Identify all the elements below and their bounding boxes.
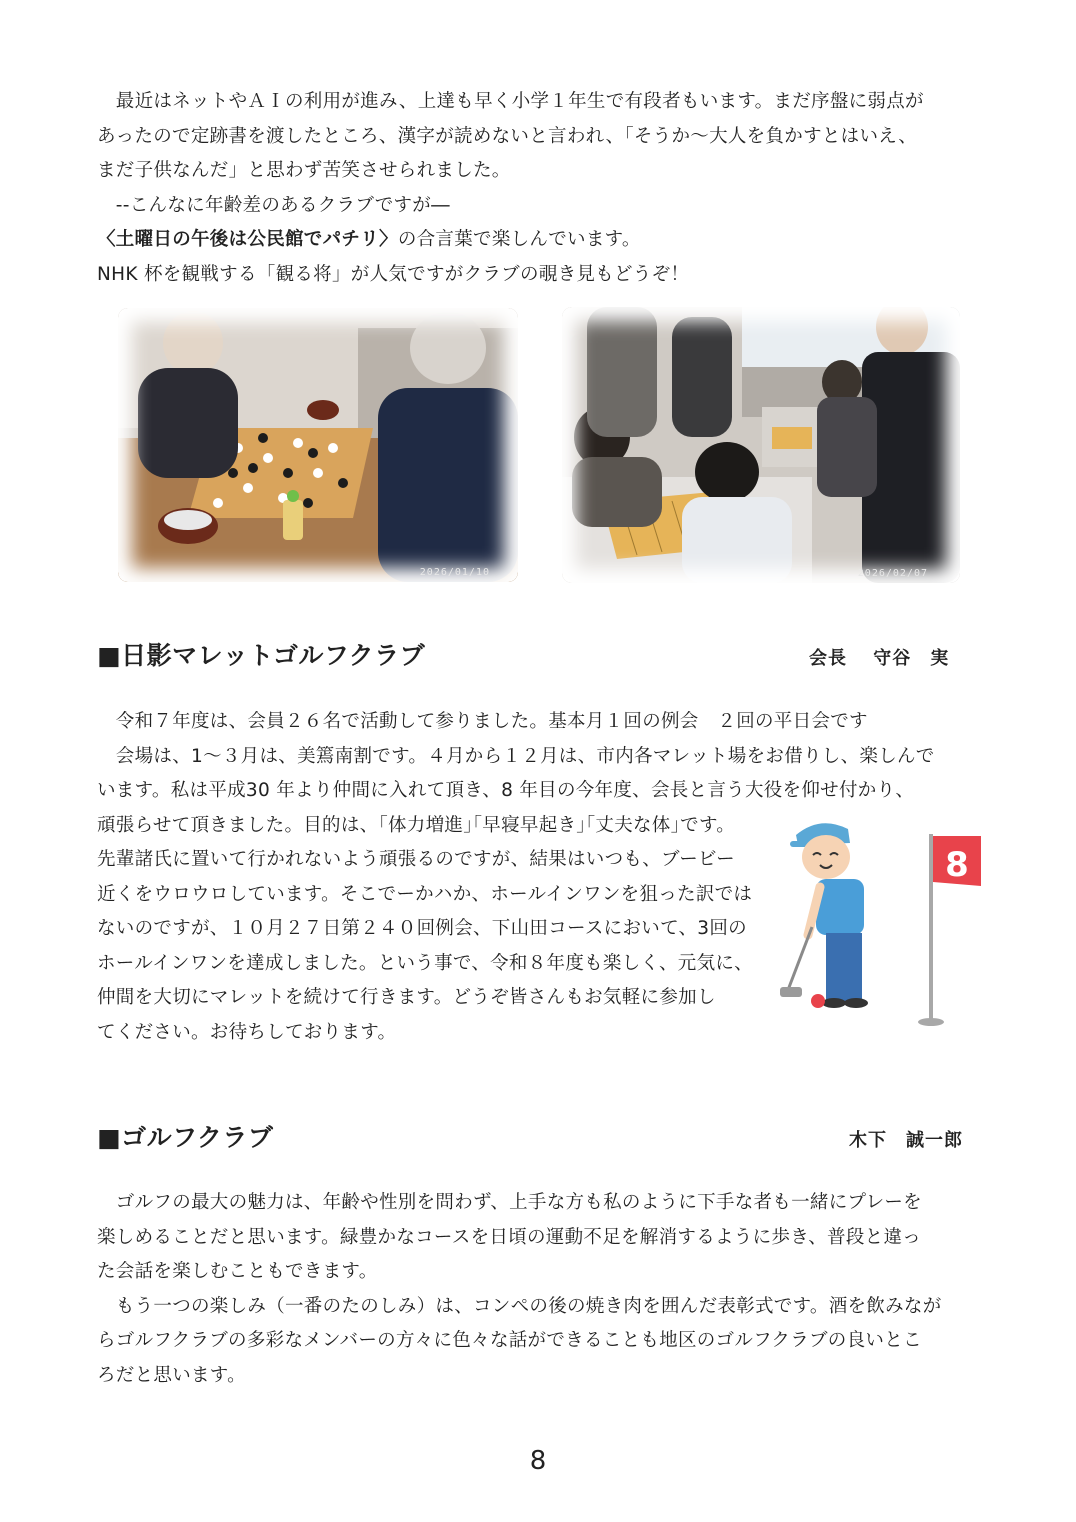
text-line: もう一つの楽しみ（一番のたのしみ）は、コンペの後の焼き肉を囲んだ表彰式です。酒を飲みなが <box>97 1295 942 1317</box>
text-line: まだ子供なんだ」と思わず苦笑させられました。 <box>97 160 511 181</box>
photo-date: 2026/02/07 <box>857 568 928 579</box>
text-line: 楽しめることだと思います。緑豊かなコースを日頃の運動不足を解消するように歩き、普段と違っ <box>97 1226 922 1248</box>
text-line: 先輩諸氏に置いて行かれないよう頑張るのですが、結果はいつも、ブービー <box>97 849 735 870</box>
hole-flag-icon <box>915 830 987 1030</box>
flag-number: 8 <box>945 845 969 885</box>
text-line: あったので定跡書を渡したところ、漢字が読めないと言われ、「そうか～大人を負かすとはいえ、 <box>97 125 917 147</box>
text-line: 会場は、1～３月は、美篶南割です。４月から１２月は、市内各マレット場をお借りし、楽しんで <box>97 745 935 767</box>
motto-line <box>97 223 987 258</box>
text-line: ろだと思います。 <box>97 1364 246 1386</box>
text-line: NHK 杯を観戦する「観る将」が人気ですがクラブの覗き見もどうぞ！ <box>97 263 690 285</box>
text-line: ゴルフの最大の魅力は、年齢や性別を問わず、上手な方も私のように下手な者も一緒にプレーを <box>97 1192 922 1213</box>
text-line: 最近はネットやＡＩの利用が進み、上達も早く小学１年生で有段者もいます。まだ序盤に弱点が <box>97 91 924 112</box>
golf-paragraph <box>97 1186 987 1393</box>
mallet-section-heading: ■日影マレットゴルフクラブ <box>97 641 426 670</box>
motto-rest: の合言葉で楽しんでいます。 <box>397 229 641 250</box>
text-line: ないのですが、１０月２７日第２４０回例会、下山田コースにおいて、3回の <box>97 918 747 939</box>
text-line: ホールインワンを達成しました。という事で、令和８年度も楽しく、元気に、 <box>97 952 753 974</box>
text-line: 近くをウロウロしています。そこでーかハか、ホールインワンを狙った訳では <box>97 883 753 905</box>
text-line: 令和７年度は、会員２６名で活動して参りました。基本月１回の例会 ２回の平日会です <box>97 711 868 732</box>
text-line: た会話を楽しむこともできます。 <box>97 1261 378 1282</box>
text-line: います。私は平成30 年より仲間に入れて頂き、8 年目の今年度、会長と言う大役を仰せ付かり、 <box>97 780 915 801</box>
text-line: らゴルフクラブの多彩なメンバーの方々に色々な話ができることも地区のゴルフクラブの良いとこ <box>97 1330 922 1351</box>
text-line: 頑張らせて頂きました。目的は、｢体力増進｣｢早寝早起き｣｢丈夫な体｣です。 <box>97 814 736 836</box>
text-line: 仲間を大切にマレットを続けて行きます。どうぞ皆さんもお気軽に参加し <box>97 987 716 1008</box>
page-number: 8 <box>529 1446 547 1476</box>
go-scene-illustration <box>118 308 518 582</box>
intro-paragraph <box>97 85 987 292</box>
text-line: てください。お待ちしております。 <box>97 1021 397 1043</box>
motto-bold: 〈土曜日の午後は公民館でパチリ〉 <box>97 229 398 250</box>
shogi-scene-illustration <box>562 307 960 583</box>
shogi-club-photo <box>562 307 960 583</box>
mallet-golfer-icon <box>780 815 880 1015</box>
golf-author: 木下 誠一郎 <box>849 1130 963 1151</box>
go-club-photo <box>118 308 518 582</box>
photo-date: 2026/01/10 <box>419 567 490 578</box>
golf-section-heading: ■ゴルフクラブ <box>97 1123 274 1152</box>
mallet-author: 会長 守谷 実 <box>809 648 950 669</box>
text-line: --こんなに年齢差のあるクラブですが― <box>97 194 450 216</box>
